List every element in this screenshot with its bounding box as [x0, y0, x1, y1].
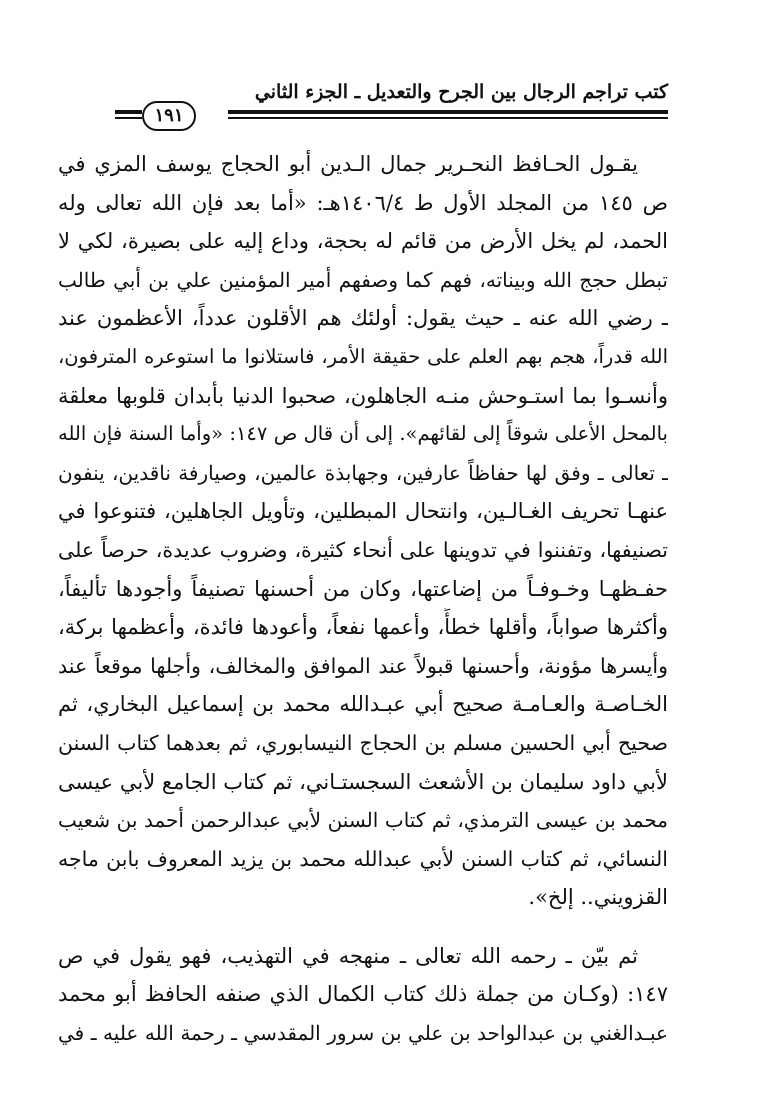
header-rule-left-thick: [115, 110, 142, 114]
text-line: الله قدراً، هجم بهم العلم على حقيقة الأمر، فاستلانوا ما استوعره المترفون،: [58, 344, 668, 368]
text-line: تصنيفها، وتفننوا في تدوينها على أنحاء كثيرة، وضروب عديدة، حرصاً على: [58, 537, 668, 562]
header-rule-thin: [228, 117, 668, 119]
text-line: القزويني.. إلخ».: [528, 885, 668, 910]
text-line: لأبي داود سليمان بن الأشعث السجستـاني، ثم كتاب الجامع لأبي عيسى: [58, 769, 668, 794]
text-line: بالمحل الأعلى شوقاً إلى لقائهم». إلى أن قال ص ١٤٧: «وأما السنة فإن الله: [58, 422, 668, 446]
header-rule-thick: [228, 110, 668, 114]
paragraph-1: [58, 145, 668, 917]
header-rule-left-thin: [115, 117, 142, 119]
text-line: يقـول الحـافظ النحـرير جمال الـدين أبو الحجاج يوسف المزي في: [58, 152, 638, 176]
text-line: وأنسـوا بما استـوحش منـه الجاهلون، صحبوا الدنيا بأبدان قلوبها معلقة: [58, 383, 668, 408]
text-line: الخـاصـة والعـامـة صحيح أبي عبـدالله محمد بن إسماعيل البخاري، ثم: [58, 692, 668, 717]
text-line: الحمد، لم يخل الأرض من قائم له بحجة، وداع إليه على بصيرة، لكي لا: [58, 229, 668, 254]
text-line: ثم بيّن ـ رحمه الله تعالى ـ منهجه في التهذيب، فهو يقول في ص: [58, 943, 638, 968]
body-text: [58, 145, 668, 1053]
text-line: تبطل حجج الله وبيناته، فهم كما وصفهم أمير المؤمنين علي بن أبي طالب: [58, 267, 668, 292]
text-line: ـ رضي الله عنه ـ حيث يقول: أولئك هم الأقلون عدداً، الأعظمون عند: [58, 306, 668, 331]
text-line: النسائي، ثم كتاب السنن لأبي عبدالله محمد بن يزيد المعروف بابن ماجه: [58, 846, 668, 871]
text-line: عبـدالغني بن عبدالواحد بن علي بن سرور المقدسي ـ رحمة الله عليه ـ في: [58, 1021, 668, 1046]
text-line: ص ١٤٥ من المجلد الأول ط ١٤٠٦/٤هـ: «أما بعد فإن الله تعالى وله: [58, 190, 668, 215]
text-line: عنهـا تحريف الغـالـين، وانتحال المبطلين، وتأويل الجاهلين، فتنوعوا في: [58, 499, 668, 524]
paragraph-2: [58, 937, 668, 1053]
text-line: صحيح أبي الحسين مسلم بن الحجاج النيسابوري، ثم بعدهما كتاب السنن: [58, 730, 668, 755]
text-line: محمد بن عيسى الترمذي، ثم كتاب السنن لأبي عبدالرحمن أحمد بن شعيب: [58, 808, 668, 833]
page-number: ١٩١: [142, 101, 196, 131]
text-line: وأكثرها صواباً، وأقلها خطأً، وأعمها نفعاً، وأعودها فائدة، وأعظمها بركة،: [58, 615, 668, 640]
text-line: وأيسرها مؤونة، وأحسنها قبولاً عند الموافق والمخالف، وأجلها موقعاً عند: [58, 653, 668, 678]
text-line: ١٤٧: (وكـان من جملة ذلك كتاب الكمال الذي صنفه الحافظ أبو محمد: [58, 982, 668, 1007]
running-head: كتب تراجم الرجال بين الجرح والتعديل ـ الجزء الثاني: [254, 81, 668, 103]
text-line: حفـظهـا وخـوفـاً من إضاعتها، وكان من أحسنها تصنيفاً وأجودها تأليفاً،: [58, 576, 668, 601]
paragraph-gap: [58, 917, 668, 937]
text-line: ـ تعالى ـ وفق لها حفاظاً عارفين، وجهابذة عالمين، وصيارفة ناقدين، ينفون: [58, 460, 668, 485]
